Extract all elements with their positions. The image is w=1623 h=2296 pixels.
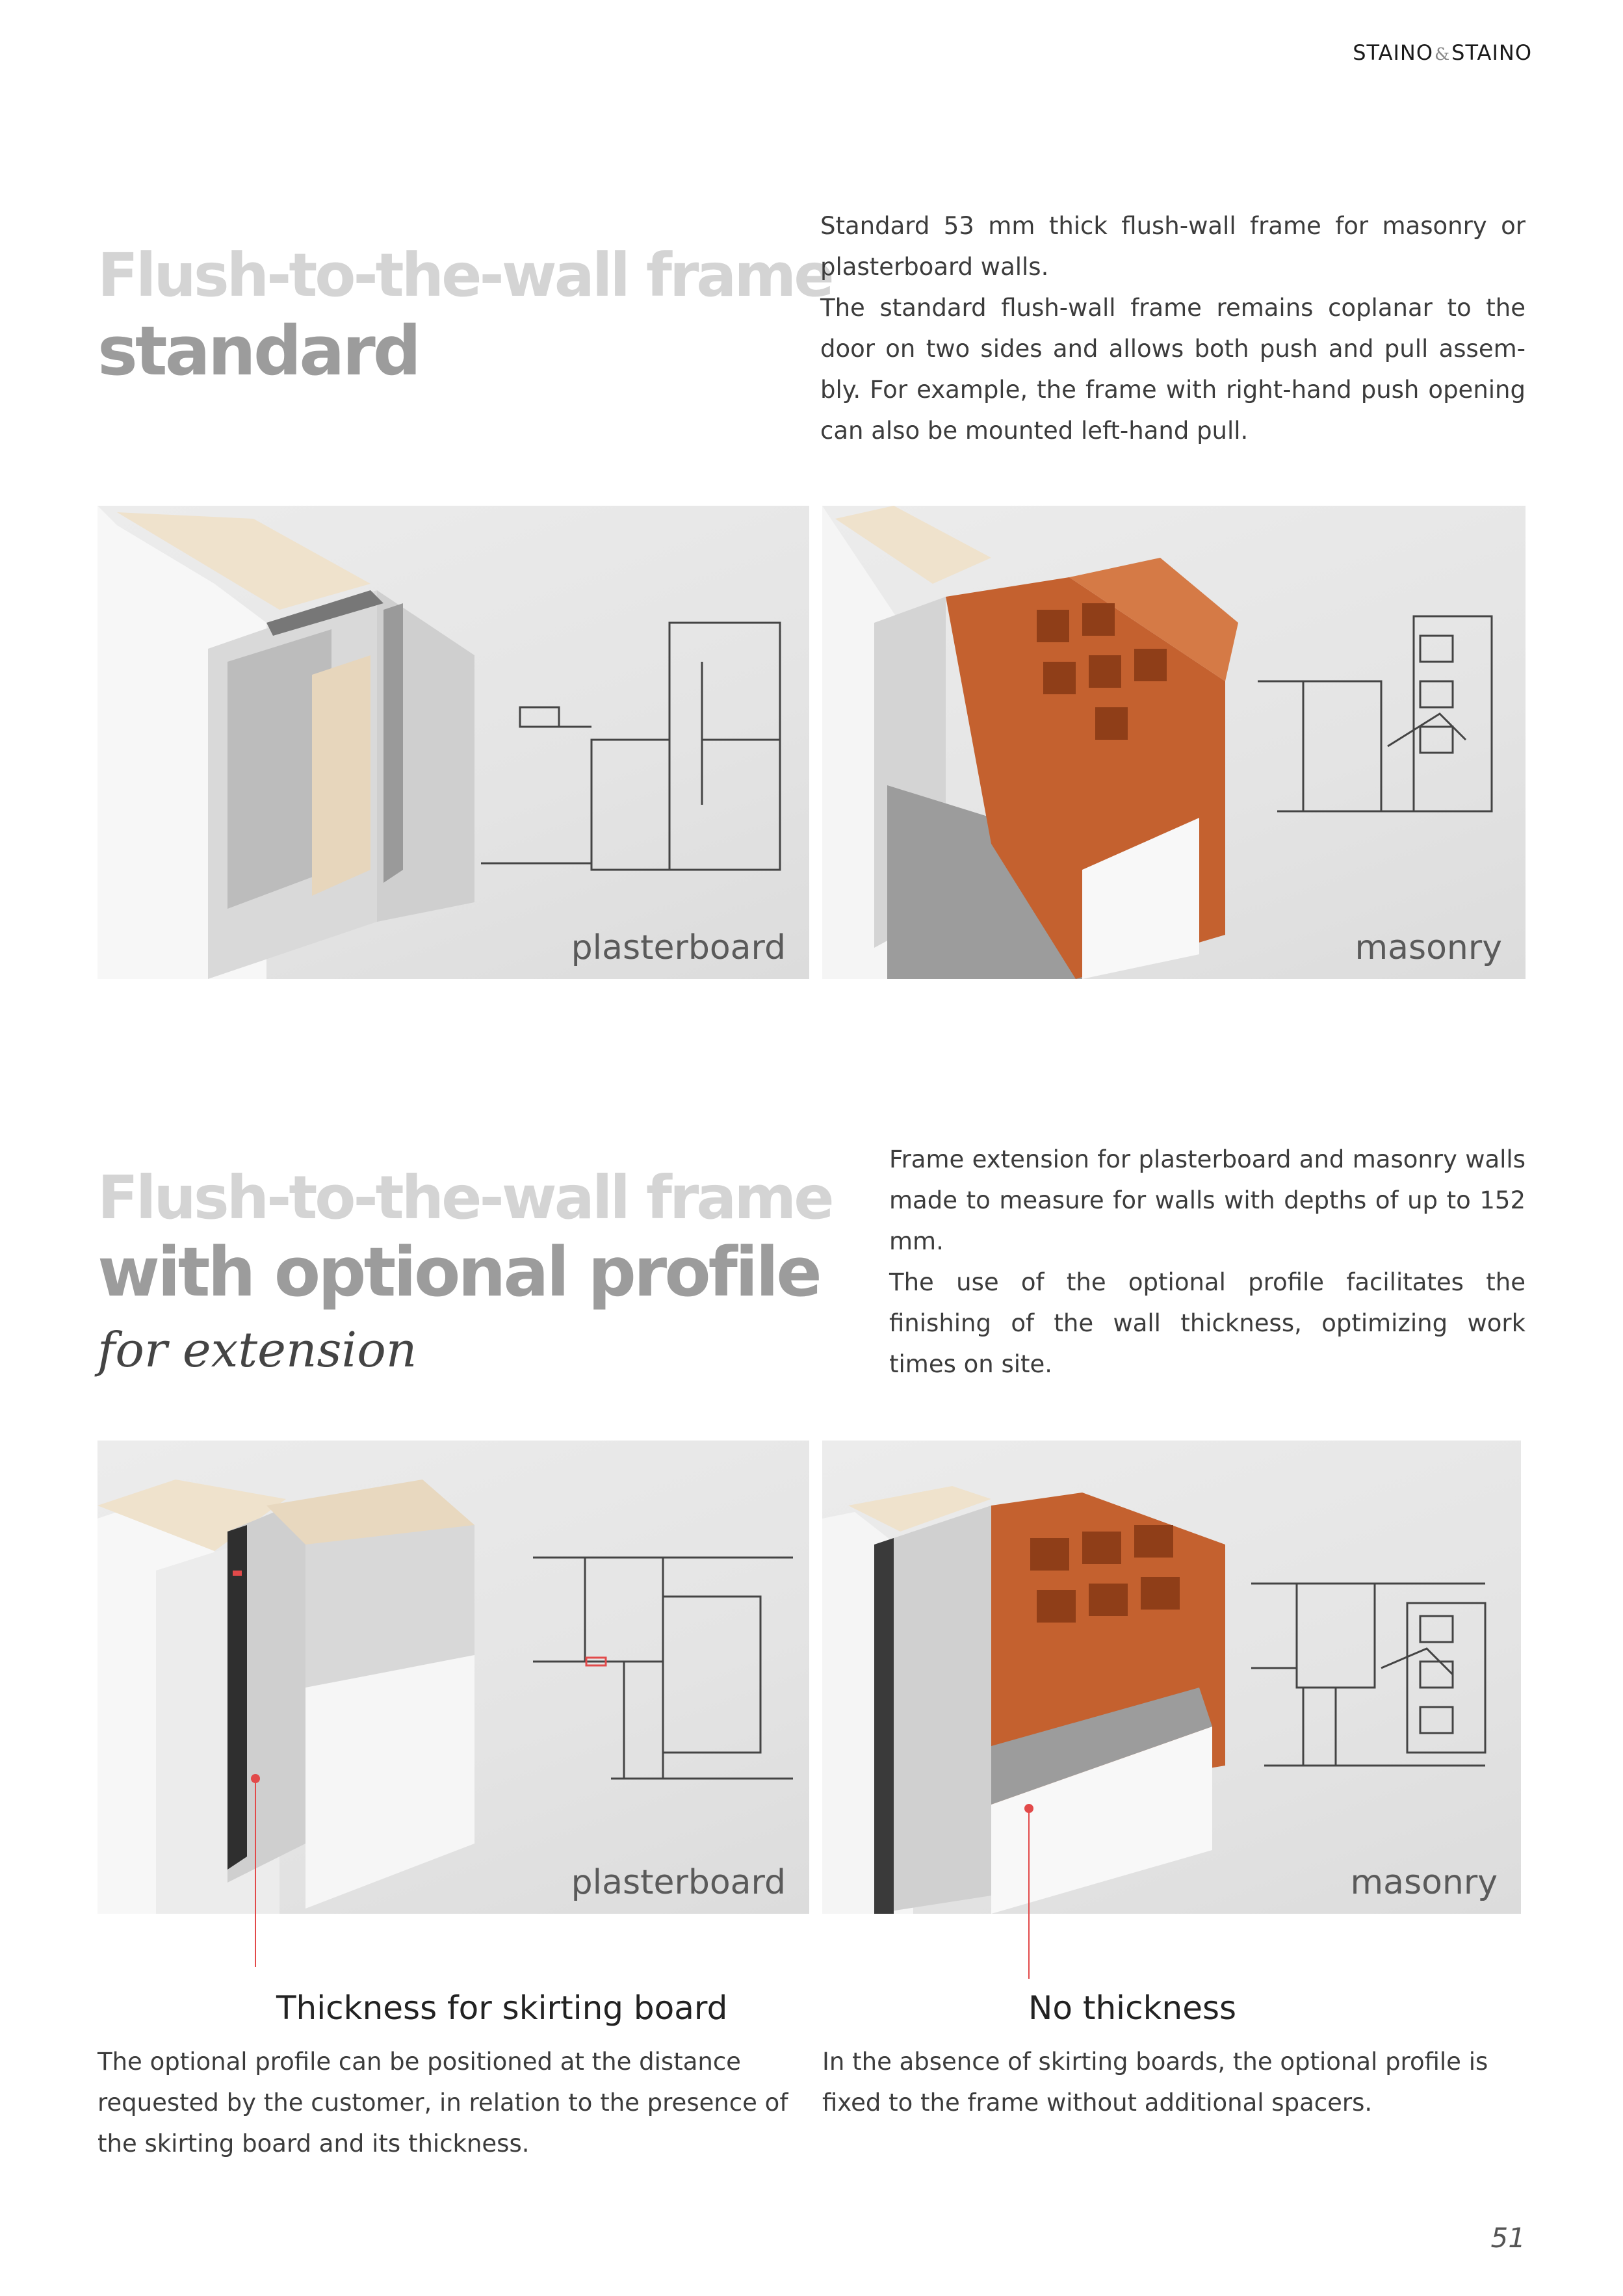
section1-plasterboard-image: [97, 506, 809, 979]
panel-label-masonry-profile: masonry: [1350, 1863, 1498, 1902]
section1-paragraph-2: The standard flush-wall frame remains coplanar to the door on two sides and allows both push and pull assem-bly. For example, the frame with right-hand push opening can also be mounted left-hand pull.: [820, 294, 1526, 445]
masonry-profile-render: [822, 1441, 1521, 1914]
brand-logo-amp: &: [1435, 45, 1451, 64]
brand-logo-left: STAINO: [1353, 40, 1434, 65]
masonry-frame-render: [822, 506, 1526, 979]
caption-title-skirting: Thickness for skirting board: [276, 1989, 728, 2027]
plasterboard-profile-render: [97, 1441, 809, 1914]
section1-description: [820, 205, 1526, 451]
section2-title-light: Flush-to-the-wall frame: [97, 1163, 832, 1233]
section1-paragraph-1: Standard 53 mm thick flush-wall frame for masonry or plasterboard walls.: [820, 212, 1526, 281]
brand-logo: [1353, 40, 1532, 65]
section2-title-italic: for extension: [97, 1322, 417, 1378]
caption-leader-line-left: [255, 1779, 256, 1967]
brand-logo-right: STAINO: [1451, 40, 1532, 65]
section2-title-dark: with optional profile: [97, 1233, 820, 1312]
caption-text-no-thickness: In the absence of skirting boards, the optional profile is fixed to the frame without additional spacers.: [822, 2048, 1488, 2117]
caption-leader-line-right: [1028, 1808, 1030, 1979]
section2-plasterboard-image: [97, 1441, 809, 1914]
caption-text-skirting: The optional profile can be positioned at the distance requested by the customer, in relation to the presence of the skirting board and its thickness.: [97, 2048, 788, 2158]
section2-description: [889, 1139, 1526, 1385]
section1-title-light: Flush-to-the-wall frame: [97, 241, 832, 310]
section2-paragraph-1: Frame extension for plasterboard and masonry walls made to measure for walls with depths of up to 152 mm.: [889, 1145, 1526, 1255]
section2-paragraph-2: The use of the optional profile facilitates the finishing of the wall thickness, optimizing work times on site.: [889, 1268, 1526, 1378]
panel-label-plasterboard-profile: plasterboard: [571, 1863, 786, 1902]
section1-title-dark: standard: [97, 311, 419, 391]
caption-title-no-thickness: No thickness: [1028, 1989, 1237, 2027]
plasterboard-frame-render: [97, 506, 809, 979]
section1-masonry-image: [822, 506, 1526, 979]
page-number: 51: [1490, 2222, 1526, 2254]
section2-masonry-image: [822, 1441, 1521, 1914]
panel-label-masonry: masonry: [1355, 928, 1502, 967]
panel-label-plasterboard: plasterboard: [571, 928, 786, 967]
